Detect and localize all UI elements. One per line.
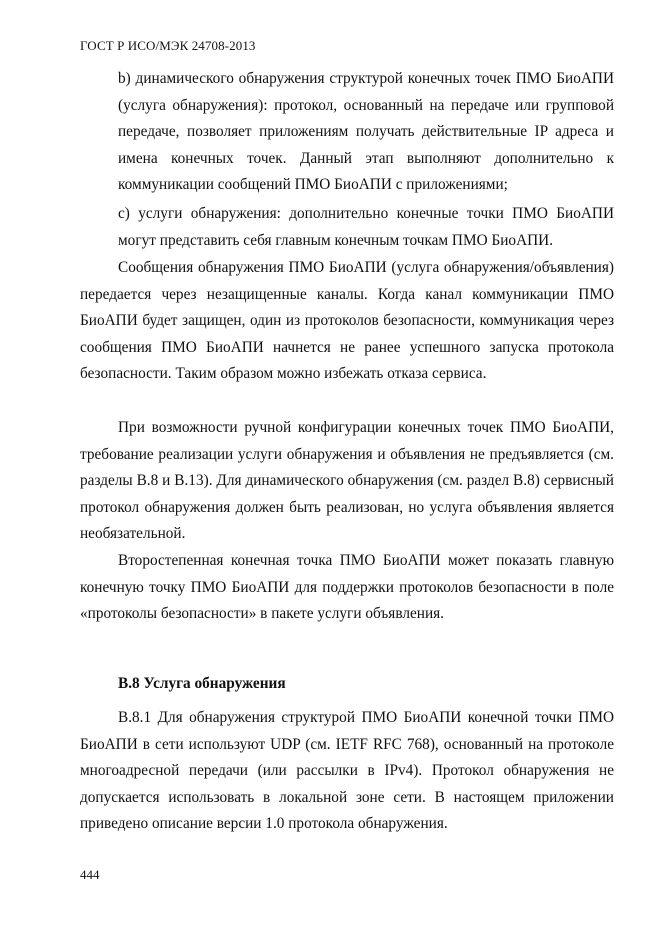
paragraph-secondary-endpoint: Второстепенная конечная точка ПМО БиоАПИ может показать главную конечную точку ПМО БиоАПИ для поддержки протоколов безопасности в поле «протоколы безопасности» в пакете услуги объявления. bbox=[80, 552, 614, 622]
paragraph-manual-config: При возможности ручной конфигурации конечных точек ПМО БиоАПИ, требование реализации услуги обнаружения и объявления не предъявляется (см. разделы B.8 и B.13). Для динамического обнаружения (см. раздел B.8) сервисный протокол обнаружения должен быть реализован, но услуга объявления является необязательной. bbox=[80, 419, 614, 542]
paragraph-section-b81: B.8.1 Для обнаружения структурой ПМО БиоАПИ конечной точки ПМО БиоАПИ в сети используют UDP (см. IETF RFC 768), основанный на протоколе многоадресной передачи (или рассылки в IPv4). Протокол обнаружения не допускается использовать в локальной зоне сети. В настоящем приложении приведено описание версии 1.0 протокола обнаружения. bbox=[80, 709, 614, 832]
page-number: 444 bbox=[80, 867, 100, 882]
list-item-b: b) динамического обнаружения структурой конечных точек ПМО БиоАПИ (услуга обнаружения): протокол, основанный на передаче или групповой передаче, позволяет приложениям получать действительные IP адреса и имена конечных точек. Данный этап выполняют дополнительно к коммуникации сообщений ПМО БиоАПИ с приложениями; bbox=[118, 70, 614, 193]
section-heading: B.8 Услуга обнаружения bbox=[118, 675, 286, 692]
paragraph-messages: Сообщения обнаружения ПМО БиоАПИ (услуга обнаружения/объявления) передается через незащищенные каналы. Когда канал коммуникации ПМО БиоАПИ будет защищен, один из протоколов безопасности, коммуникация через сообщения ПМО БиоАПИ начнется не ранее успешного запуска протокола безопасности. Таким образом можно избежать отказа сервиса. bbox=[80, 259, 614, 382]
list-item-c: c) услуги обнаружения: дополнительно конечные точки ПМО БиоАПИ могут представить себя главным конечным точкам ПМО БиоАПИ. bbox=[118, 205, 614, 249]
document-header: ГОСТ Р ИСО/МЭК 24708-2013 bbox=[80, 38, 256, 53]
